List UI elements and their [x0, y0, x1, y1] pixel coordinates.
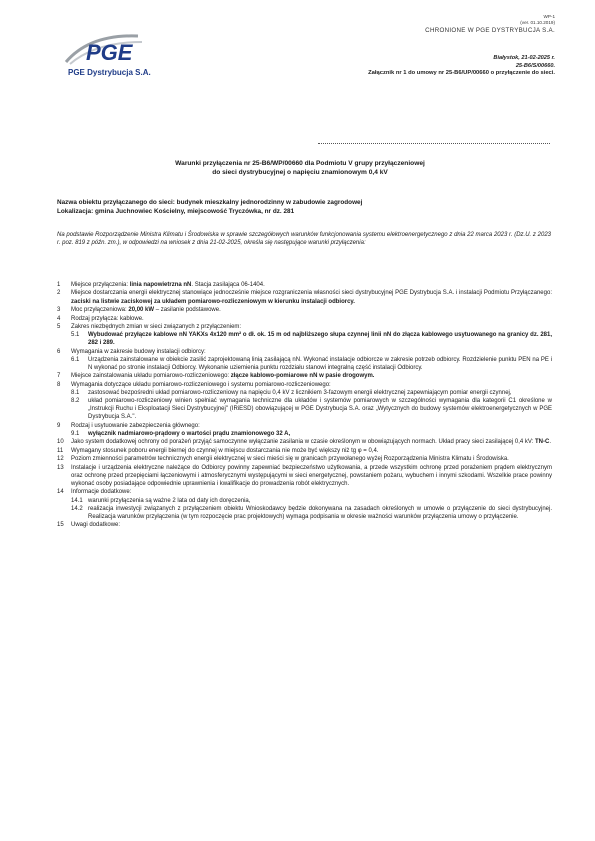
item-text-pre: Miejsce przyłączenia: — [71, 282, 130, 288]
sub-item-text: wyłącznik nadmiarowo-prądowy o wartości prądu znamionowego 32 A, — [88, 430, 291, 437]
annex-note: Załącznik nr 1 do umowy nr 25-B6/UP/00660 o przyłączenie do sieci. — [368, 70, 555, 77]
item-text-post: . Stacja zasilająca 06-1404. — [191, 282, 265, 288]
item-text — [71, 281, 552, 289]
item-text: Wymagany stosunek poboru energii biernej do czynnej w miejscu dostarczania nie może być większy niż tg φ = 0,4. — [71, 447, 379, 454]
sub-item-number: 6.1 — [71, 356, 80, 363]
list-item — [57, 289, 552, 305]
sub-item-number: 14.2 — [71, 505, 83, 512]
item-text-bold: TN-C — [535, 439, 550, 446]
sub-item-text: Wybudować przyłącze kablowe nN YAKXs 4x120 mm² o dł. ok. 15 m od najbliższego słupa czynnej linii nN do złącza kablowego usytuowanego na granicy dz. 281, 282 i 289. — [88, 332, 552, 347]
sub-item — [71, 389, 552, 397]
list-item — [57, 488, 552, 520]
object-name: Nazwa obiektu przyłączanego do sieci: budynek mieszkalny jednorodzinny w zabudowie zagrodowej — [57, 199, 363, 206]
sub-item — [71, 497, 552, 505]
item-text — [71, 438, 552, 446]
item-heading: Wymagania w zakresie budowy instalacji odbiorcy: — [71, 348, 206, 355]
item-number: 11 — [57, 447, 64, 454]
company-name: PGE Dystrybucja S.A. — [68, 68, 151, 77]
item-text: Rodzaj przyłącza: kablowe. — [71, 315, 144, 322]
list-item — [57, 447, 552, 455]
list-item — [57, 521, 552, 529]
list-item — [57, 315, 552, 323]
item-number: 1 — [57, 282, 61, 288]
item-text-pre: Moc przyłączeniowa: — [71, 307, 129, 314]
item-text-pre: Miejsce dostarczania energii elektrycznej stanowiące jednocześnie miejsce rozgraniczenia własności sieci dystrybucyjnej PGE Dystrybucja S.A. i instalacji Podmiotu Przyłączanego: — [71, 290, 552, 297]
sub-item-text: Urządzenia zainstalowane w obiekcie zasilić zaprojektowaną linią zasilającą nN. Wykonać instalacje odbiorcze w zakresie potrzeb odbiorcy. Rozdzielenie punktu PEN na PE i N wykonać po stronie instalacji Odbiorcy. Wykonanie uziemienia punktu rozdziału stanowi integralną część instalacji Odbiorcy. — [88, 356, 552, 371]
item-text: Instalacje i urządzenia elektryczne należące do Odbiorcy powinny zapewniać bezpieczeństwo użytkowania, a przede wszystkim ochronę przed porażeniem prądem elektrycznym oraz ochronę przed przepięciami łączeniowymi i atmosferycznymi występującymi w sieci energetycznej, powstaniem pożaru, wybuchem i innymi szkodami. Wszelkie prace powinny wykonać osoby posiadające odpowiednie uprawnienia i kwalifikacje do prowadzenia robót elektrycznych. — [71, 464, 552, 487]
item-number: 3 — [57, 307, 61, 314]
item-text — [71, 348, 552, 372]
item-text — [71, 422, 552, 438]
form-code-id: WP-1 — [543, 14, 555, 19]
item-text — [71, 323, 552, 347]
item-text: Poziom zmienności parametrów technicznych energii elektrycznej w sieci mieści się w granicach przywołanego wyżej Rozporządzenia Ministra Klimatu i Środowiska. — [71, 456, 509, 463]
conditions-list — [57, 281, 552, 530]
sub-item-number: 14.1 — [71, 497, 83, 504]
object-location: Lokalizacja: gmina Juchnowiec Kościelny, miejscowość Tryczówka, nr dz. 281 — [57, 207, 295, 215]
document-meta — [368, 55, 555, 78]
sub-item — [71, 397, 552, 421]
item-text — [71, 289, 552, 305]
item-text-post: – zasilanie podstawowe. — [154, 307, 221, 314]
item-number: 5 — [57, 324, 61, 331]
item-number: 4 — [57, 315, 61, 322]
item-text-bold: linia napowietrzna nN — [129, 282, 192, 288]
pge-logo-mark — [60, 28, 170, 68]
form-code-version: (ver. 01.10.2019) — [520, 20, 555, 25]
list-item — [57, 464, 552, 488]
item-number: 12 — [57, 456, 64, 463]
item-number: 13 — [57, 464, 64, 471]
item-number: 7 — [57, 373, 61, 380]
sub-item-number: 8.1 — [71, 389, 80, 396]
sub-item-text: realizacja inwestycji związanych z przyłączeniem obiektu Wnioskodawcy będzie dokonywana na zasadach określonych w umowie o przyłączenie do sieci dystrybucyjnej. Realizacja warunków przyłączenia (w tym rozpoczęcie prac projektowych) wymaga podpisania w okresie ważności warunków przyłączenia umowy o przyłączenie. — [88, 505, 552, 520]
item-heading: Rodzaj i usytuowanie zabezpieczenia głównego: — [71, 422, 200, 429]
sub-item-number: 8.2 — [71, 398, 80, 405]
list-item — [57, 281, 552, 289]
item-text-post: . — [549, 439, 552, 446]
logo-text: PGE — [86, 40, 133, 65]
confidential-stamp: CHRONIONE W PGE DYSTRYBUCJA S.A. — [425, 27, 555, 34]
sub-item-text: układ pomiarowo-rozliczeniowy winien spełniać wymagania techniczne dla układów i systemów pomiarowych w szczególności wymagania dla kategorii C1 określone w „Instrukcji Ruchu i Eksploatacji Sieci Dystrybucyjnej" (IRiESD) obowiązującej w PGE Dystrybucja S.A. oraz „Wytycznych do budowy systemów elektroenergetycznych w PGE Dystrybucja S.A.". — [88, 398, 552, 421]
sub-item-number: 5.1 — [71, 332, 80, 339]
list-item — [57, 455, 552, 463]
item-text: Uwagi dodatkowe: — [71, 522, 121, 529]
document-title — [80, 160, 520, 177]
sub-item-text: warunki przyłączenia są ważne 2 lata od daty ich doręczenia, — [88, 497, 251, 504]
object-info — [57, 199, 557, 216]
item-text-bold: zaciski na listwie zaciskowej za układem pomiarowo-rozliczeniowym w kierunku instalacji odbiorcy. — [71, 298, 355, 305]
item-number: 10 — [57, 439, 64, 446]
sub-item — [71, 430, 552, 438]
item-text — [71, 372, 552, 380]
item-text — [71, 381, 552, 421]
list-item — [57, 348, 552, 372]
title-line-1: Warunki przyłączenia nr 25-B6/WP/00660 dla Podmiotu V grupy przyłączeniowej — [175, 160, 425, 167]
item-text — [71, 488, 552, 520]
sub-item — [71, 356, 552, 372]
item-number: 9 — [57, 422, 61, 429]
intro-paragraph: Na podstawie Rozporządzenie Ministra Klimatu i Środowiska w sprawie szczegółowych warunków funkcjonowania systemu elektroenergetycznego z dnia 22 marca 2023 r. (Dz.U. z 2023 r. poz. 819 z późn. zm.), w odpowiedzi na wniosek z dnia 21-02-2025, określa się następujące warunki przyłączenia: — [57, 232, 551, 247]
title-line-2: do sieci dystrybucyjnej o napięciu znamionowym 0,4 kV — [212, 168, 388, 176]
list-item — [57, 422, 552, 438]
list-item — [57, 381, 552, 421]
item-text-bold: 20,00 kW — [128, 307, 155, 314]
place-date: Białystok, 21-02-2025 r. — [493, 55, 555, 61]
item-text — [71, 306, 552, 314]
item-heading: Wymagania dotyczące układu pomiarowo-rozliczeniowego i systemu pomiarowo-rozliczeniowego: — [71, 381, 331, 388]
form-code — [520, 14, 555, 26]
list-item — [57, 323, 552, 347]
item-number: 6 — [57, 348, 61, 355]
sub-item-number: 9.1 — [71, 430, 80, 437]
list-item — [57, 306, 552, 314]
sub-item — [71, 505, 552, 521]
item-text-bold: złącze kablowo-pomiarowe nN w pasie drogowym. — [230, 373, 375, 380]
item-number: 8 — [57, 381, 61, 388]
reference-number: 25-B6/S/00660. — [515, 62, 555, 69]
item-number: 2 — [57, 290, 61, 297]
signature-line — [318, 143, 550, 144]
item-heading: Informacje dodatkowe: — [71, 489, 132, 496]
item-number: 15 — [57, 522, 64, 529]
item-number: 14 — [57, 489, 64, 496]
list-item — [57, 372, 552, 380]
sub-item — [71, 331, 552, 347]
pge-logo — [60, 28, 170, 84]
item-heading: Zakres niezbędnych zmian w sieci związanych z przyłączeniem: — [71, 324, 242, 331]
sub-item-text: zastosować bezpośredni układ pomiarowo-rozliczeniowy na napięciu 0,4 kV z licznikiem 3-fazowym energii elektrycznej zapewniającym pomiar energii czynnej, — [88, 389, 512, 396]
item-text-pre: Jako system dodatkowej ochrony od porażeń przyjąć samoczynne wyłączanie zasilania w czasie określonym w obowiązujących normach. Układ pracy sieci zasilającej 0,4 kV: — [71, 439, 535, 446]
item-text-pre: Miejsce zainstalowania układu pomiarowo-rozliczeniowego: — [71, 373, 231, 380]
list-item — [57, 438, 552, 446]
